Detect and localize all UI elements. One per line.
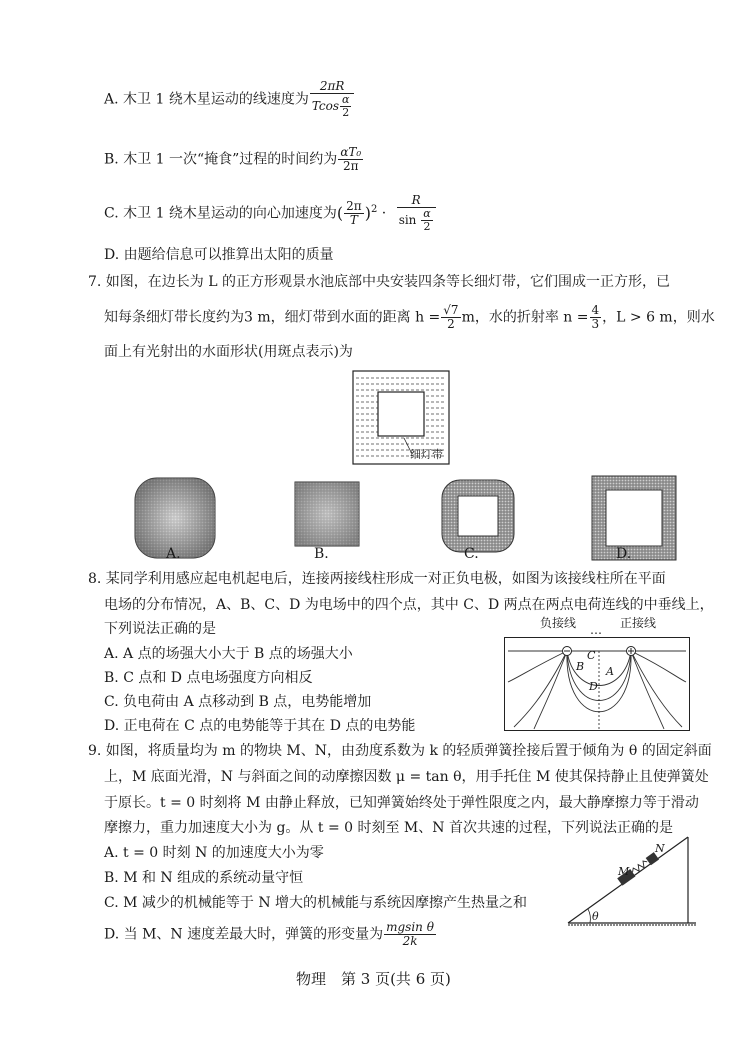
q8-option-c: C. 负电荷由 A 点移动到 B 点，电势能增加 [104,694,372,710]
led-strip-square [378,392,424,436]
q9-label-theta: θ [592,910,599,923]
q7-option-d-label: D. [616,546,632,562]
q8-point-b: B [576,660,585,673]
q8-point-a: A [606,665,614,678]
q7-option-b-label: B. [314,546,329,562]
q7-option-a-label: A. [166,546,181,562]
q9-stem-line3: 于原长。t = 0 时刻将 M 由静止释放，已知弹簧始终处于弹性限度之内，最大静摩擦力等于滑动 [104,795,699,811]
q6-option-d: D. 由题给信息可以推算出太阳的质量 [104,247,334,263]
q7-option-shapes [120,470,680,562]
q6-option-c: C. 木卫 1 绕木星运动的向心加速度为( $\frac{2\pi}{T}$ )$^2$ · R sin $\frac{\alpha}{2}$ [104,194,437,233]
q9-stem-line4: 摩擦力，重力加速度大小为 g。从 t = 0 时刻至 M、N 首次共速的过程，下列说法正确的是 [104,820,673,836]
q6-option-b: B. 木卫 1 一次“掩食”过程的时间约为 $\frac{\text{αT₀}}{2\pi}$ [104,145,362,174]
q9-stem-line2: 上，M 底面光滑，N 与斜面之间的动摩擦因数 μ = tan θ，用手托住 M 使其保持静止且使弹簧处 [104,769,709,785]
q8-stem-line1: 8. 某同学利用感应起电机起电后，连接两接线柱形成一对正负电极，如图为该接线柱所在平面 [88,571,666,587]
q8-stem-line3: 下列说法正确的是 [104,621,216,637]
q8-neg-terminal-label: 负接线 [540,616,577,630]
q6a-text: A. 木卫 1 绕木星运动的线速度为 [104,91,309,108]
q7-stem-line3: 面上有光射出的水面形状(用斑点表示)为 [104,344,353,360]
q7-option-c-label: C. [464,546,479,562]
q8-point-d: D [589,680,598,693]
option-d-shape [592,476,676,560]
q9-incline-figure [568,833,698,929]
q8-option-b: B. C 点和 D 点电场强度方向相反 [104,670,313,686]
q6-option-a [104,80,355,119]
q7-stem-line1: 7. 如图，在边长为 L 的正方形观景水池底部中央安装四条等长细灯带，它们围成一正方形，已 [88,274,671,290]
q9-option-d: D. 当 M、N 速度差最大时，弹簧的形变量为 $\frac{\text{mgsin θ}}{2k}$ [104,920,434,949]
q6b-fraction: $\frac{\text{αT₀}}{2\pi}$ [340,145,362,174]
q9-option-b: B. M 和 N 组成的系统动量守恒 [104,870,304,886]
q7-stem-line2: 知每条细灯带长度约为3 m，细灯带到水面的距离 h = $\frac{√7}{2}$ m，水的折射率 n = $\frac{4}{3}$ ，L > 6 m，则水 [104,303,715,332]
q8-stem-line2: 电场的分布情况，A、B、C、D 为电场中的四个点，其中 C、D 两点在两点电荷连线的中垂线上， [104,597,714,613]
q8-option-d: D. 正电荷在 C 点的电势能等于其在 D 点的电势能 [104,718,416,734]
q8-point-c: C [587,649,596,662]
q9-option-c: C. M 减少的机械能等于 N 增大的机械能与系统因摩擦产生热量之和 [104,895,528,911]
page-footer: 物理 第 3 页(共 6 页) [296,970,451,988]
q9-option-a: A. t = 0 时刻 N 的加速度大小为零 [104,845,324,861]
option-b-shape [295,482,359,546]
q9-label-m: M [618,865,630,878]
q8-option-a: A. A 点的场强大小大于 B 点的场强大小 [104,646,353,662]
q8-ellipsis: … [590,623,602,637]
q6a-fraction: 2πR Tcos $\frac{\alpha}{2}$ [310,80,355,119]
q8-pos-terminal-label: 正接线 [620,616,657,630]
q9-stem-line1: 9. 如图，将质量均为 m 的物块 M、N，由劲度系数为 k 的轻质弹簧拴接后置于倾角为 θ 的固定斜面 [88,743,712,759]
q7-fig-label: 细灯带 [410,448,443,461]
q9-label-n: N [655,842,665,855]
option-c-shape [442,480,514,552]
